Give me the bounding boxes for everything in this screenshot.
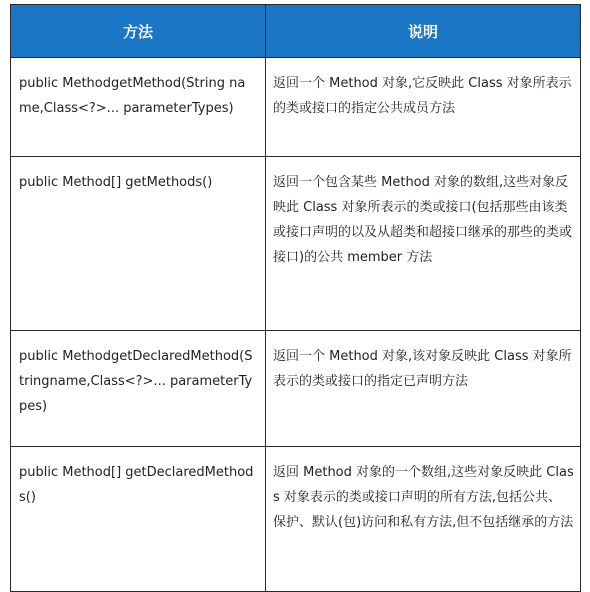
method-signature: public Method[] getMethods() (11, 157, 266, 331)
column-header-description: 说明 (266, 5, 581, 58)
method-signature: public MethodgetMethod(String name,Class<?>... parameterTypes) (11, 58, 266, 157)
table-row (11, 331, 581, 447)
method-description: 返回一个 Method 对象,该对象反映此 Class 对象所表示的类或接口的指定已声明方法 (266, 331, 581, 447)
column-header-method: 方法 (11, 5, 266, 58)
table-row (11, 157, 581, 331)
method-description: 返回 Method 对象的一个数组,这些对象反映此 Class 对象表示的类或接口声明的所有方法,包括公共、保护、默认(包)访问和私有方法,但不包括继承的方法 (266, 447, 581, 592)
method-description: 返回一个 Method 对象,它反映此 Class 对象所表示的类或接口的指定公共成员方法 (266, 58, 581, 157)
method-signature: public MethodgetDeclaredMethod(Stringname,Class<?>... parameterTypes) (11, 331, 266, 447)
table-row (11, 58, 581, 157)
method-signature: public Method[] getDeclaredMethods() (11, 447, 266, 592)
method-table (10, 4, 581, 592)
table-header-row (11, 5, 581, 58)
method-description: 返回一个包含某些 Method 对象的数组,这些对象反映此 Class 对象所表示的类或接口(包括那些由该类或接口声明的以及从超类和超接口继承的那些的类或接口)的公共 member 方法 (266, 157, 581, 331)
table-row (11, 447, 581, 592)
